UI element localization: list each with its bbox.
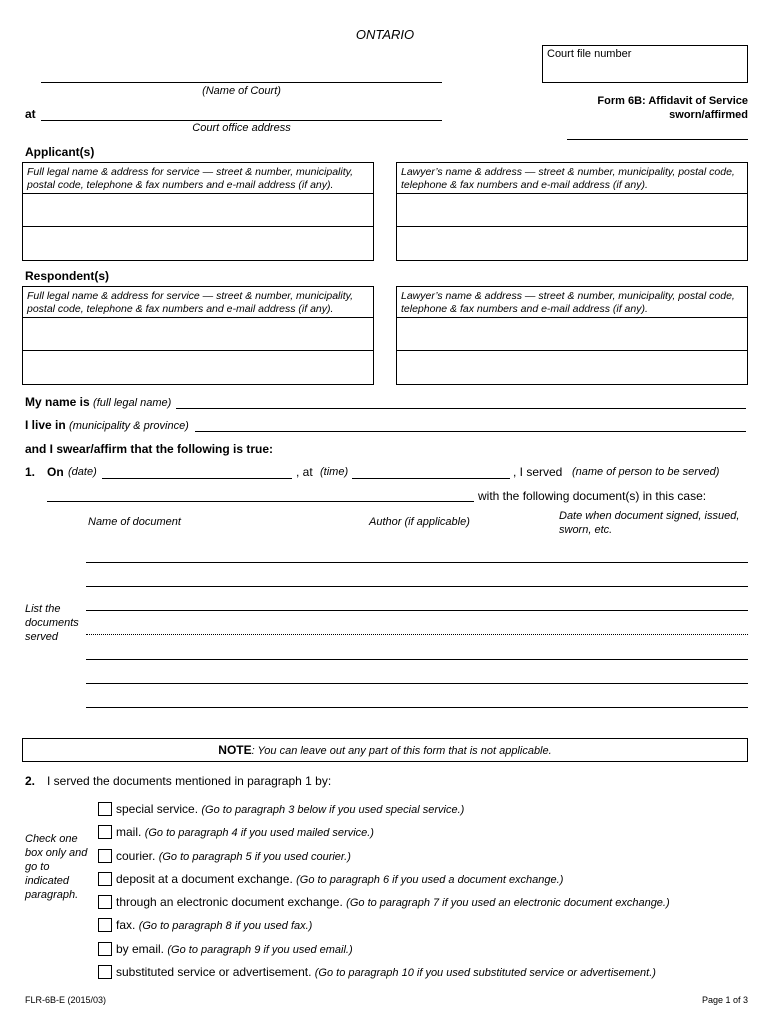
my-name-label: My name is [25, 395, 90, 409]
person-served-line[interactable] [47, 501, 474, 502]
live-in-row [25, 418, 189, 432]
document-line-3[interactable] [86, 610, 748, 611]
court-name-line[interactable] [41, 82, 442, 83]
form-title-line1: Form 6B: Affidavit of Service [597, 95, 748, 107]
court-file-number-box[interactable] [542, 45, 748, 83]
document-line-6[interactable] [86, 683, 748, 684]
live-in-hint: (municipality & province) [69, 420, 189, 432]
document-line-4[interactable] [86, 634, 748, 635]
court-address-caption: Court office address [192, 122, 291, 134]
court-address-line[interactable] [41, 120, 442, 121]
col-date-signed: Date when document signed, issued, sworn, etc. [559, 510, 740, 536]
applicant-lawyer-field-1[interactable] [396, 193, 748, 227]
full-legal-name-line[interactable] [176, 408, 746, 409]
para2-text: I served the documents mentioned in paragraph 1 by: [47, 774, 332, 788]
respondents-heading: Respondent(s) [25, 269, 109, 283]
document-line-2[interactable] [86, 586, 748, 587]
court-file-number-label: Court file number [547, 48, 632, 60]
respondent-party-hint: Full legal name & address for service — street & number, municipality, postal code, telephone & fax numbers and e-mail address (if any). [22, 286, 374, 318]
note-label: NOTE [218, 743, 252, 757]
note-text: : You can leave out any part of this form that is not applicable. [251, 745, 552, 757]
swear-statement: and I swear/affirm that the following is true: [25, 442, 274, 456]
fax-checkbox[interactable] [98, 918, 112, 932]
courier-option: courier. (Go to paragraph 5 if you used courier.) [116, 849, 351, 863]
para1-time-hint: (time) [320, 466, 349, 478]
check-one-note: Check one box only and go to indicated paragraph. [25, 833, 88, 901]
document-exchange-checkbox[interactable] [98, 872, 112, 886]
courier-checkbox[interactable] [98, 849, 112, 863]
my-name-hint: (full legal name) [93, 397, 172, 409]
form-code: FLR-6B-E (2015/03) [25, 995, 107, 1005]
para1-served-label: , I served [513, 465, 563, 479]
para1-at-label: , at [296, 465, 313, 479]
service-time-line[interactable] [352, 478, 510, 479]
document-line-1[interactable] [86, 562, 748, 563]
respondent-party-field-1[interactable] [22, 317, 374, 351]
mail-option: mail. (Go to paragraph 4 if you used mailed service.) [116, 825, 374, 839]
court-name-caption: (Name of Court) [202, 85, 281, 97]
respondent-lawyer-field-1[interactable] [396, 317, 748, 351]
respondent-lawyer-hint: Lawyer’s name & address — street & number, municipality, postal code, telephone & fax numbers and e-mail address (if any). [396, 286, 748, 318]
sworn-affirmed-line[interactable] [567, 139, 748, 140]
applicant-lawyer-hint: Lawyer’s name & address — street & number, municipality, postal code, telephone & fax numbers and e-mail address (if any). [396, 162, 748, 194]
municipality-line[interactable] [195, 431, 746, 432]
at-label: at [25, 107, 36, 121]
applicants-heading: Applicant(s) [25, 145, 95, 159]
para1-number: 1. [25, 465, 36, 479]
fax-option: fax. (Go to paragraph 8 if you used fax.) [116, 918, 313, 932]
form-title [597, 94, 748, 122]
respondent-party-field-2[interactable] [22, 350, 374, 385]
col-name-of-document: Name of document [88, 516, 181, 528]
para1-on-label: On [47, 465, 64, 479]
email-option: by email. (Go to paragraph 9 if you used email.) [116, 942, 353, 956]
para1-person-hint: (name of person to be served) [572, 466, 720, 478]
electronic-exchange-checkbox[interactable] [98, 895, 112, 909]
live-in-label: I live in [25, 418, 66, 432]
service-date-line[interactable] [102, 478, 292, 479]
form-title-line2: sworn/affirmed [669, 109, 748, 121]
para2-number: 2. [25, 774, 36, 788]
substituted-service-checkbox[interactable] [98, 965, 112, 979]
special-service-option: special service. (Go to paragraph 3 below if you used special service.) [116, 802, 465, 816]
respondent-lawyer-field-2[interactable] [396, 350, 748, 385]
mail-checkbox[interactable] [98, 825, 112, 839]
my-name-row [25, 395, 171, 409]
applicant-party-field-2[interactable] [22, 226, 374, 261]
document-exchange-option: deposit at a document exchange. (Go to paragraph 6 if you used a document exchange.) [116, 872, 564, 886]
para1-date-hint: (date) [68, 466, 97, 478]
electronic-exchange-option: through an electronic document exchange. (Go to paragraph 7 if you used an electronic document exchange.) [116, 895, 670, 909]
applicant-party-hint: Full legal name & address for service — street & number, municipality, postal code, telephone & fax numbers and e-mail address (if any). [22, 162, 374, 194]
list-documents-label: List the documents served [25, 603, 79, 643]
document-line-7[interactable] [86, 707, 748, 708]
document-line-5[interactable] [86, 659, 748, 660]
special-service-checkbox[interactable] [98, 802, 112, 816]
province-title: ONTARIO [355, 27, 415, 42]
col-author: Author (if applicable) [369, 516, 470, 528]
para1-with-docs: with the following document(s) in this case: [478, 489, 707, 503]
note-box [22, 738, 748, 762]
page-number: Page 1 of 3 [701, 995, 748, 1005]
substituted-service-option: substituted service or advertisement. (Go to paragraph 10 if you used substituted service or advertisement.) [116, 965, 656, 979]
applicant-lawyer-field-2[interactable] [396, 226, 748, 261]
applicant-party-field-1[interactable] [22, 193, 374, 227]
email-checkbox[interactable] [98, 942, 112, 956]
